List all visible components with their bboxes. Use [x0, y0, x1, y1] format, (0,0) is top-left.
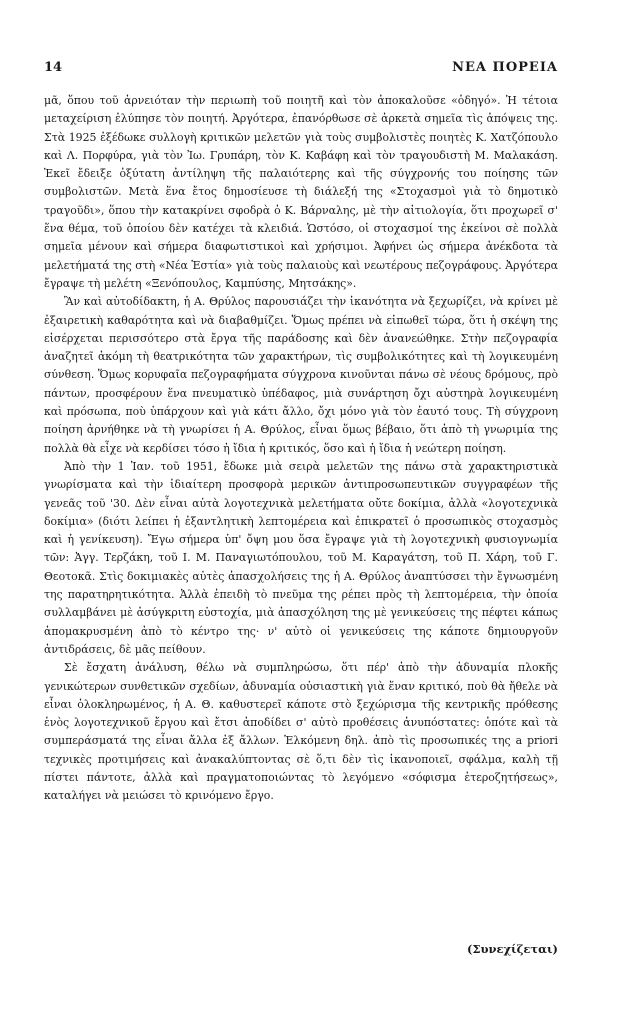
paragraph-4: Σὲ ἔσχατη ἀνάλυση, θέλω νὰ συμπληρώσω, ὅτι πέρ' ἀπὸ τὴν ἀδυναμία πλοκῆς γενικώτερων συνθετικῶν σχεδίων, ἀδυναμία οὐσιαστικὴ γιὰ ἕναν κριτικό, ποὺ θὰ ἤθελε νὰ εἶναι ὁλοκληρωμένος, ἡ Α. Θ. καθυστερεῖ κάποτε στὸ ξεχώρισμα τῆς κεντρικῆς πρόθεσης ἑνὸς λογοτεχνικοῦ ἔργου καὶ ἔτσι ἀποδίδει σ' αὐτὸ προθέσεις ἀνυπόστατες: ὁπότε καὶ τὰ συμπεράσματά της εἶναι ἄλλα ἐξ ἄλλων. Ἑλκόμενη δηλ. ἀπὸ τὶς προσωπικές της a priori τεχνικὲς προτιμήσεις καὶ ἀνακαλύπτοντας σὲ ὅ,τι δὲν τὶς ἱκανοποιεῖ, σφάλμα, καλὴ τῇ πίστει πάντοτε, ἀλλὰ καὶ πραγματοποιώντας τὸ λεγόμενο «σόφισμα ἑτεροζητήσεως», καταλήγει νὰ μειώσει τὸ κρινόμενο ἔργο.: [44, 661, 558, 803]
paragraph-1: μᾶ, ὅπου τοῦ ἀρνειόταν τὴν περιωπὴ τοῦ ποιητῆ καὶ τὸν ἀποκαλοῦσε «ὁδηγό». Ἡ τέτοια μεταχείριση ἐλύπησε τὸν ποιητή. Ἀργότερα, ἐπανόρθωσε σὲ ἀρκετὰ σημεῖα τὶς ἀπόψεις της. Στὰ 1925 ἐξέδωκε συλλογὴ κριτικῶν μελετῶν γιὰ τοὺς συμβολιστὲς ποιητὲς Κ. Χατζόπουλο καὶ Λ. Πορφύρα, γιὰ τὸν Ἰω. Γρυπάρη, τὸν Κ. Καβάφη καὶ τὸν τραγουδιστὴ Μ. Μαλακάση. Ἐκεῖ ἔδειξε ὀξύτατη ἀντίληψη τῆς παλαιότερης καὶ τῆς σύγχρονής του ποίησης τῶν συμβολιστῶν. Μετὰ ἕνα ἔτος δημοσίευσε τὴ διάλεξή της «Στοχασμοὶ γιὰ τὸ δημοτικὸ τραγοῦδι», ὅπου τὴν κατακρίνει σφοδρὰ ὁ Κ. Βάρναλης, μὲ τὴν αἰτιολογία, ὅτι προχωρεῖ σ' ἕνα θέμα, τοῦ ὁποίου δὲν κατέχει τὰ κλειδιά. Ὡστόσο, οἱ στοχασμοί της ἐκείνοι σὲ πολλὰ σημεῖα μένουν καὶ σήμερα διαφωτιστικοὶ καὶ χρήσιμοι. Ἀφήνει ὡς σήμερα ἀνέκδοτα τὰ μελετήματά της στὴ «Νέα Ἑστία» γιὰ τοὺς παλαιοὺς καὶ νεωτέρους πεζογράφους. Ἀργότερα ἔγραψε τὴ μελέτη «Ξενόπουλος, Καμπύσης, Μητσάκης».: [44, 94, 558, 290]
running-header: [44, 60, 558, 80]
paragraph-2: Ἂν καὶ αὐτοδίδακτη, ἡ Α. Θρύλος παρουσιάζει τὴν ἱκανότητα νὰ ξεχωρίζει, νὰ κρίνει μὲ ἐξαιρετικὴ καθαρότητα καὶ νὰ διαβαθμίζει. Ὅμως πρέπει νὰ εἰπωθεῖ τώρα, ὅτι ἡ σκέψη της εἰσέρχεται περισσότερο στὰ ἔργα τῆς παράδοσης καὶ δὲν ἀνανεώθηκε. Στὴν πεζογραφία ἀναζητεῖ ἀκόμη τὴ θεατρικότητα τῶν χαρακτήρων, τὶς συμβολικότητες καὶ τὴ λογικευμένη σύνθεση. Ὅμως κορυφαῖα πεζογραφήματα σύγχρονα κινοῦνται πάνω σὲ νέους δρόμους, πρὸ πάντων, προσφέρουν ἕνα πνευματικὸ ὑπέδαφος, μιὰ συνάρτηση ὄχι αὐστηρὰ λογικευμένη καὶ πρόσωπα, ποὺ ὑπάρχουν καὶ γιὰ κάτι ἄλλο, ὄχι μόνο γιὰ τὸν ἑαυτό τους. Τὴ σύγχρονη ποίηση ἀρνήθηκε νὰ τὴ γνωρίσει ἡ Α. Θρύλος, εἶναι ὅμως βέβαιο, ὅτι ἀπὸ τὴ γνωριμία της πολλὰ θὰ εἶχε νὰ κερδίσει τόσο ἡ ἴδια ἡ κριτικός, ὅσο καὶ ἡ ἴδια ἡ νεώτερη ποίηση.: [44, 295, 558, 455]
paragraph-3: Ἀπὸ τὴν 1 Ἰαν. τοῦ 1951, ἔδωκε μιὰ σειρὰ μελετῶν της πάνω στὰ χαρακτηριστικὰ γνωρίσματα καὶ τὴν ἰδιαίτερη προσφορὰ μερικῶν ἀντιπροσωπευτικῶν συγγραφέων τῆς γενεᾶς τοῦ '30. Δὲν εἶναι αὐτὰ λογοτεχνικὰ μελετήματα οὔτε δοκίμια, ἀλλὰ «λογοτεχνικὰ δοκίμια» (διότι λείπει ἡ ἐξαντλητικὴ λεπτομέρεια καὶ ἐπικρατεῖ ὁ προσωπικὸς στοχασμὸς καὶ ἡ γενίκευση). Ἔγω σήμερα ὑπ' ὄψη μου ὅσα ἔγραψε γιὰ τὴ λογοτεχνικὴ φυσιογνωμία τῶν: Ἀγγ. Τερζάκη, τοῦ Ι. Μ. Παναγιωτόπουλου, τοῦ Μ. Καραγάτση, τοῦ Π. Χάρη, τοῦ Γ. Θεοτοκᾶ. Στὶς δοκιμιακὲς αὐτὲς ἀπασχολήσεις της ἡ Α. Θρύλος ἀναπτύσσει τὴν ἔγνωσμένη της παρατηρητικότητα. Ἀλλὰ ἐπειδὴ τὸ πνεῦμα της ρέπει πρὸς τὴ λεπτομέρεια, τὴν ὁποία συλλαμβάνει μὲ ἀσύγκριτη εὐστοχία, μιὰ ἀπασχόληση της μὲ γενικεύσεις της πέφτει κάπως ἀπομακρυσμένη ἀπὸ τὸ κέντρο της· ν' αὐτὸ οἱ γενικεύσεις της κάποτε δημιουργοῦν ἀντιδράσεις, δὲ μᾶς πείθουν.: [44, 459, 558, 656]
continued-note: (Συνεχίζεται): [466, 942, 558, 956]
page-number: 14: [44, 60, 63, 75]
article-body: [44, 92, 558, 806]
journal-title: ΝΕΑ ΠΟΡΕΙΑ: [452, 60, 558, 75]
